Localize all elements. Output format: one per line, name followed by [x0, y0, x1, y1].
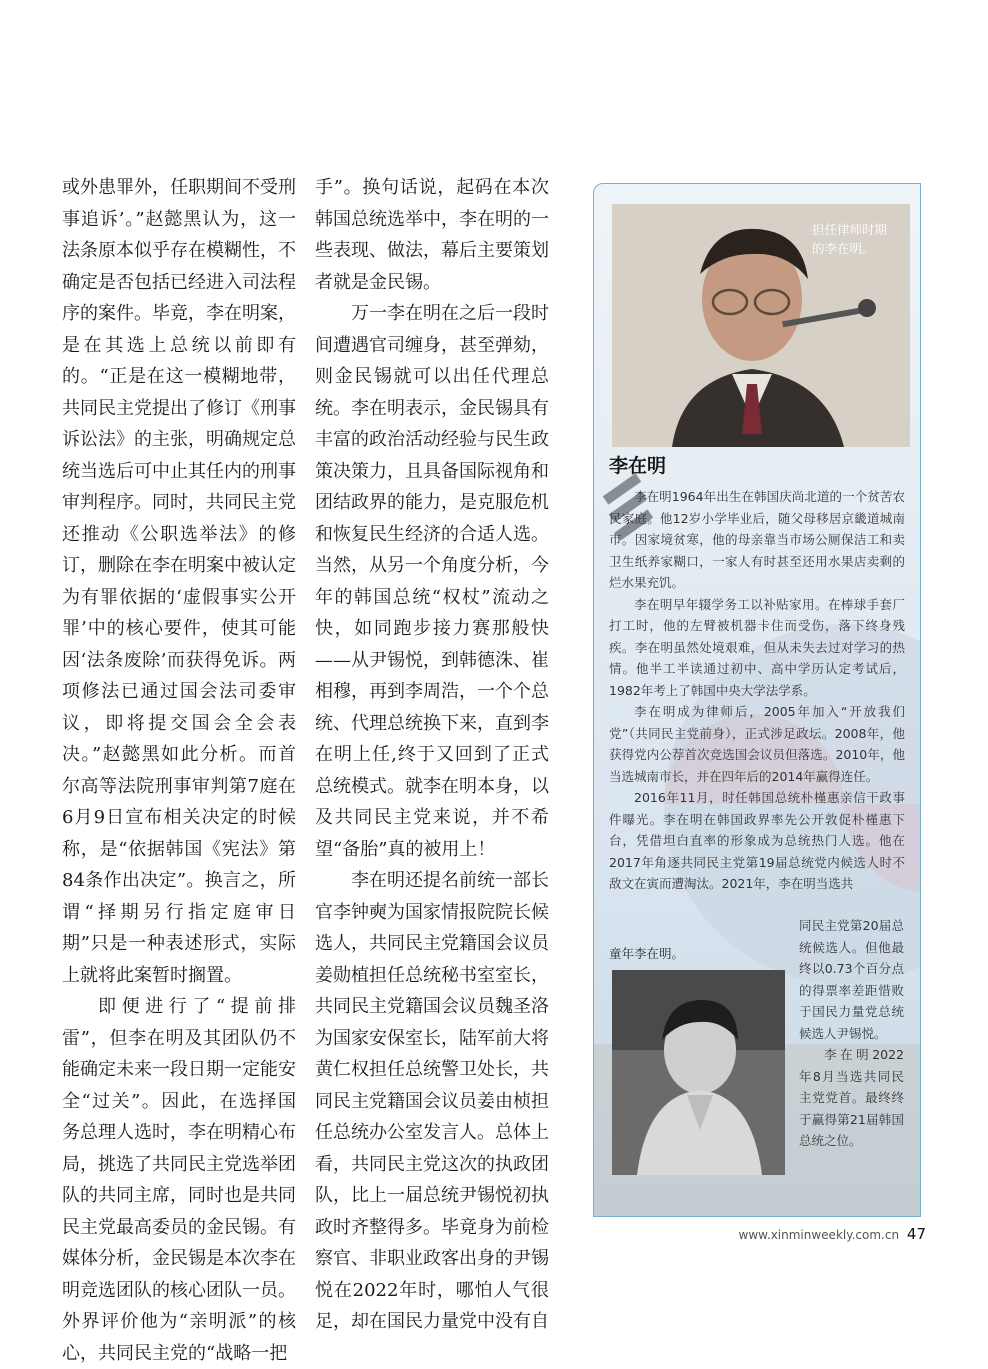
lawyer-photo — [612, 204, 910, 447]
bio-paragraph: 2016年11月，时任韩国总统朴槿惠亲信干政事件曝光。李在明在韩国政界率先公开敦促朴槿惠下台，凭借坦白直率的形象成为总统热门人选。他在2017年角逐共同民主党第19届总统党内候选人时不敌文在寅而遭淘汰。2021年，李在明当选共 — [609, 790, 905, 891]
website-url: www.xinminweekly.com.cn — [738, 1228, 900, 1242]
photo-caption: 担任律师时期的李在明。 — [812, 222, 888, 256]
article-paragraph: 即便进行了“提前排雷”，但李在明及其团队仍不能确定未来一段日期一定能安全“过关”。因此，在选择国务总理人选时，李在明精心布局，挑选了共同民主党选举团队的共同主席，同时也是共同民主党最高委员的金民锡。有媒体分析，金民锡是本次李在明竞选团队的核心团队一员。外界评价他为“亲明派”的核心，共同民主党的“战略一把 — [62, 996, 296, 1364]
bio-paragraph: 李在明成为律师后，2005年加入“开放我们党”（共同民主党前身），正式涉足政坛。2008年，他获得党内公荐首次竞选国会议员但落选。2010年，他当选城南市长，并在四年后的2014年赢得连任。 — [609, 704, 905, 784]
article-column-1 — [62, 172, 296, 1369]
bio-paragraph: 同民主党第20届总统候选人。但他最终以0.73个百分点的得票率差距惜败于国民力量党总统候选人尹锡悦。 — [799, 918, 904, 1041]
bio-paragraph: 李在明1964年出生在韩国庆尚北道的一个贫苦农民家庭。他12岁小学毕业后，随父母移居京畿道城南市。因家境贫寒，他的母亲靠当市场公厕保洁工和卖卫生纸养家糊口，一家人有时甚至还用水果店卖剩的烂水果充饥。 — [609, 489, 905, 590]
photo-caption: 童年李在明。 — [609, 946, 685, 961]
bio-paragraph: 李在明早年辍学务工以补贴家用。在棒球手套厂打工时，他的左臂被机器卡住而受伤，落下终身残疾。李在明虽然处境艰难，但从未失去过对学习的热情。他半工半读通过初中、高中学历认定考试后，1982年考上了韩国中央大学法学系。 — [609, 596, 905, 698]
article-column-2 — [315, 172, 549, 1338]
article-paragraph: 李在明还提名前统一部长官李钟奭为国家情报院院长候选人，共同民主党籍国会议员姜勋植担任总统秘书室室长，共同民主党籍国会议员魏圣洛为国家安保室长，陆军前大将黄仁权担任总统警卫处长，共同民主党籍国会议员姜由桢担任总统办公室发言人。总体上看，共同民主党这次的执政团队，比上一届总统尹锡悦初执政时齐整得多。毕竟身为前检察官、非职业政客出身的尹锡悦在2022年时，哪怕人气很足，却在国民力量党中没有自 — [315, 870, 549, 1332]
bio-paragraph: 李在明2022年8月当选共同民主党党首。最终终于赢得第21届韩国总统之位。 — [799, 1047, 904, 1148]
article-paragraph: 万一李在明在之后一段时间遭遇官司缠身，甚至弹劾，则金民锡就可以出任代理总统。李在明表示，金民锡具有丰富的政治活动经验与民生政策决策力，且具备国际视角和团结政界的能力，是克服危机和恢复民生经济的合适人选。当然，从另一个角度分析，今年的韩国总统“权杖”流动之快，如同跑步接力赛那般快——从尹锡悦，到韩德洙、崔相穆，再到李周浩，一个个总统、代理总统换下来，直到李在明上任,终于又回到了正式总统模式。就李在明本身，以及共同民主党来说，并不希望“备胎”真的被用上！ — [315, 303, 549, 860]
article-paragraph: 手”。换句话说，起码在本次韩国总统选举中，李在明的一些表现、做法，幕后主要策划者就是金民锡。 — [315, 177, 549, 293]
childhood-photo — [612, 970, 785, 1175]
sidebar-title: 李在明 — [609, 455, 667, 477]
biography-text — [609, 486, 905, 895]
page-number: 47 — [906, 1225, 926, 1243]
biography-text-continued — [799, 915, 904, 1152]
page-footer — [739, 1225, 926, 1243]
portrait-illustration — [612, 970, 785, 1175]
biography-sidebar — [593, 183, 921, 1217]
article-paragraph: 或外患罪外，任职期间不受刑事追诉’。”赵懿黑认为，这一法条原本似乎存在模糊性，不确定是否包括已经进入司法程序的案件。毕竟，李在明案，是在其选上总统以前即有的。“正是在这一模糊地带，共同民主党提出了修订《刑事诉讼法》的主张，明确规定总统当选后可中止其任内的刑事审判程序。同时，共同民主党还推动《公职选举法》的修订，删除在李在明案中被认定为有罪依据的‘虚假事实公开罪’中的核心要件，使其可能因‘法条废除’而获得免诉。两项修法已通过国会法司委审议，即将提交国会全会表决。”赵懿黑如此分析。而首尔高等法院刑事审判第7庭在6月9日宣布相关决定的时候称，是“依据韩国《宪法》第84条作出决定”。换言之，所谓“择期另行指定庭审日期”只是一种表述形式，实际上就将此案暂时搁置。 — [62, 177, 296, 986]
